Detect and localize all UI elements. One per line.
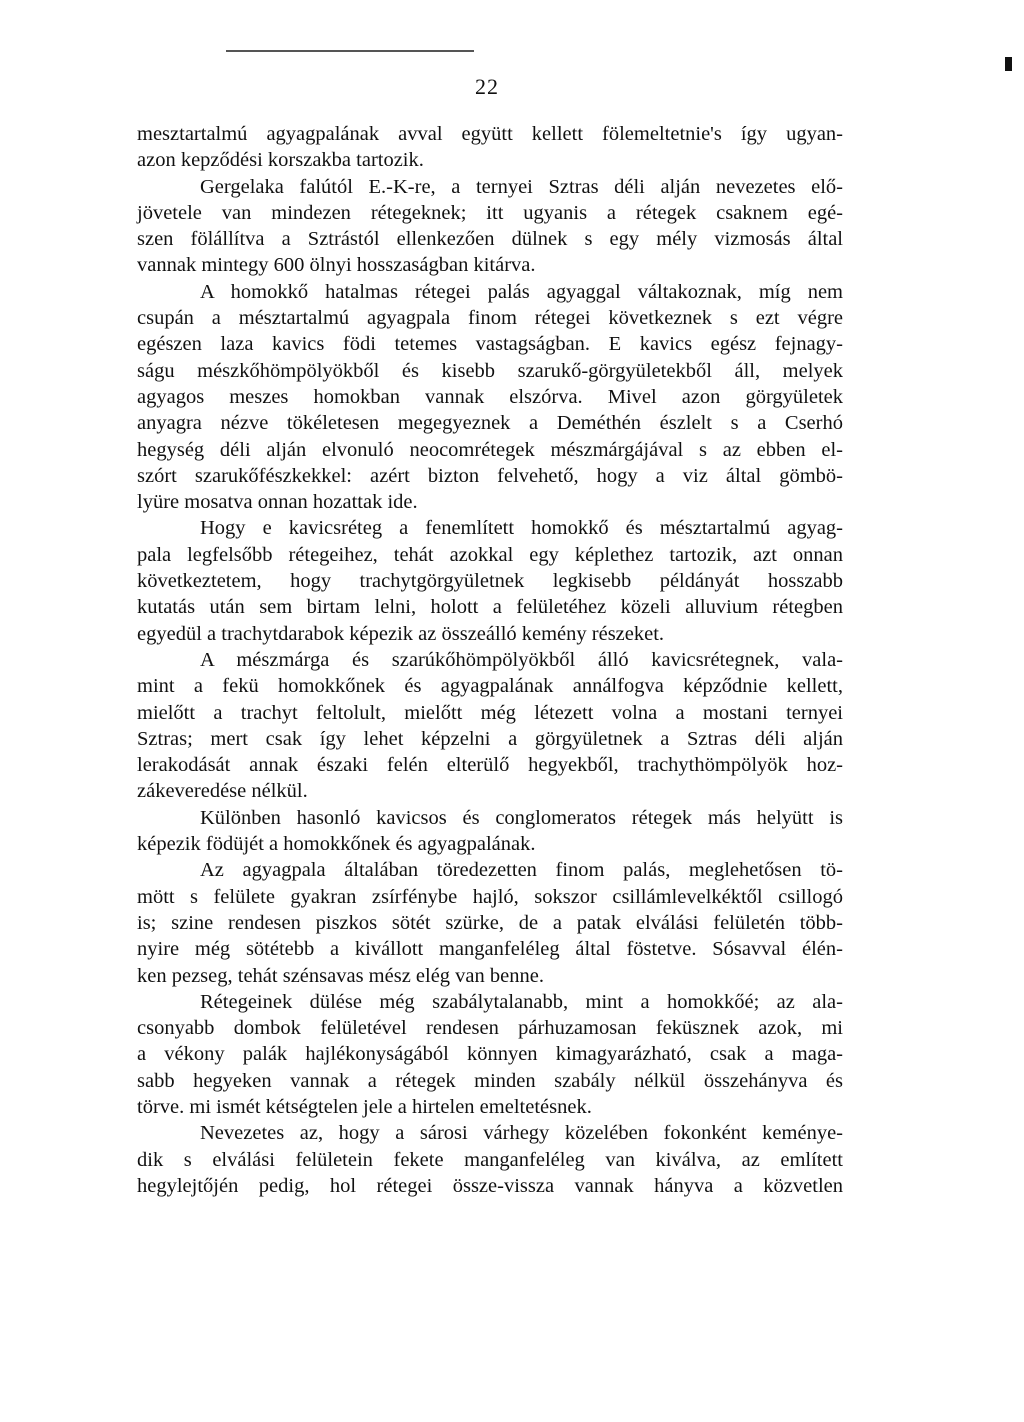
text-line: Nevezetes az, hogy a sárosi várhegy közelében fokonként keményе- bbox=[200, 1122, 843, 1145]
text-line: anyagra nézve tökéletesen megegyeznek a Deméthén észlelt s a Cserhó bbox=[137, 412, 843, 435]
text-line: szórt szarukőfészkekkel: azért bizton felvehető, hogy a viz által gömbö- bbox=[137, 464, 843, 487]
text-line: Különben hasonló kavicsos és conglomeratos rétegek más helyütt is bbox=[200, 806, 843, 829]
text-line: törve. mi ismét kétségtelen jele a hirtelen emeltetésnek. bbox=[137, 1095, 592, 1118]
text-line: mött s felülete gyakran zsírfénybe hajló, sokszor csillámlevelkéktől csillogó bbox=[137, 885, 843, 908]
text-line: lyüre mosatva onnan hozattak ide. bbox=[137, 491, 418, 514]
text-line: dik s elválási felületein fekete manganfeléleg van kiválva, az említett bbox=[137, 1148, 843, 1171]
text-line: hegység déli alján elvonuló neocomrétegek mészmárgájával s az ebben el- bbox=[137, 438, 843, 461]
text-line: hegylejtőjén pedig, hol rétegei össze-vissza vannak hányva a közvetlen bbox=[137, 1174, 843, 1197]
text-line: képezik födüjét a homokkőnek és agyagpalának. bbox=[137, 833, 536, 856]
text-line: ken pezseg, tehát szénsavas mész elég van benne. bbox=[137, 964, 544, 987]
top-rule bbox=[226, 50, 474, 52]
text-line: Hogy e kavicsréteg a fenemlített homokkő és mésztartalmú agyag- bbox=[200, 517, 843, 540]
text-line: Rétegeinek dülése még szabálytalanabb, mint a homokkőé; az ala- bbox=[200, 990, 843, 1013]
text-line: egyedül a trachytdarabok képezik az összeálló kemény részeket. bbox=[137, 622, 665, 645]
text-line: szen fölállítva a Sztrástól ellenkezően dülnek s egy mély vizmosás által bbox=[137, 228, 843, 251]
text-line: Az agyagpala általában töredezetten finom palás, meglehetősen tö- bbox=[200, 859, 843, 882]
body-text bbox=[137, 121, 843, 1199]
text-line: Gergelaka falútól E.-K-re, a ternyei Sztras déli alján nevezetes elő- bbox=[200, 175, 843, 198]
text-line: mielőtt a trachyt feltolult, mielőtt még létezett volna a mostani ternyei bbox=[137, 701, 843, 724]
text-line: sabb hegyeken vannak a rétegek minden szabály nélkül összehányva és bbox=[137, 1069, 843, 1092]
text-line: egészen laza kavics födi tetemes vastagságban. E kavics egész fejnagy- bbox=[137, 333, 843, 356]
corner-mark bbox=[1005, 57, 1012, 71]
text-line: kutatás után sem birtam lelni, holott a felületéhez közeli alluvium rétegben bbox=[137, 596, 843, 619]
text-line: azon kepződési korszakba tartozik. bbox=[137, 149, 424, 172]
text-line: nyire még sötétebb a kivállott manganfeléleg által föstetve. Sósavval élén- bbox=[137, 938, 843, 961]
text-line: csonyabb dombok felületével rendesen párhuzamosan feküsznek azok, mi bbox=[137, 1017, 843, 1040]
text-line: is; szine rendesen piszkos sötét szürke, de a patak elválási felületén több- bbox=[137, 911, 843, 934]
text-line: agyagos meszes homokban vannak elszórva. Mivel azon görgyületek bbox=[137, 385, 843, 408]
text-line: pala legfelsőbb rétegeihez, tehát azokkal egy képlethez tartozik, azt onnan bbox=[137, 543, 843, 566]
text-line: a vékony palák hajlékonyságából könnyen kimagyarázható, csak a maga- bbox=[137, 1043, 843, 1066]
text-line: vannak mintegy 600 ölnyi hosszaságban kitárva. bbox=[137, 254, 536, 277]
text-line: mesztartalmú agyagpalának avval együtt kellett fölemeltetnie's így ugyan- bbox=[137, 123, 843, 145]
text-line: A mészmárga és szarúkőhömpölyökből álló kavicsrétegnek, vala- bbox=[200, 648, 843, 671]
text-line: következtetem, hogy trachytgörgyületnek legkisebb példányát hosszabb bbox=[137, 570, 843, 593]
text-line: lerakodását annak északi felén elterülő hegyekből, trachythömpölyök hoz- bbox=[137, 754, 843, 777]
text-line: csupán a mésztartalmú agyagpala finom rétegei következnek s ezt végre bbox=[137, 307, 843, 330]
text-line: zákeveredése nélkül. bbox=[137, 780, 308, 803]
text-line: Sztras; mert csak így lehet képzelni a görgyületnek a Sztras déli alján bbox=[137, 727, 843, 750]
text-line: mint a fekü homokkőnek és agyagpalának annálfogva képződnie kellett, bbox=[137, 675, 843, 698]
text-line: ságu mészkőhömpölyökből és kisebb szarukő-görgyületekből áll, melyek bbox=[137, 359, 843, 382]
text-line: jövetele van mindezen rétegeknek; itt ugyanis a rétegek csaknem egé- bbox=[137, 201, 843, 224]
page-number: 22 bbox=[475, 74, 499, 99]
text-line: A homokkő hatalmas rétegei palás agyaggal váltakoznak, míg nem bbox=[200, 280, 843, 303]
